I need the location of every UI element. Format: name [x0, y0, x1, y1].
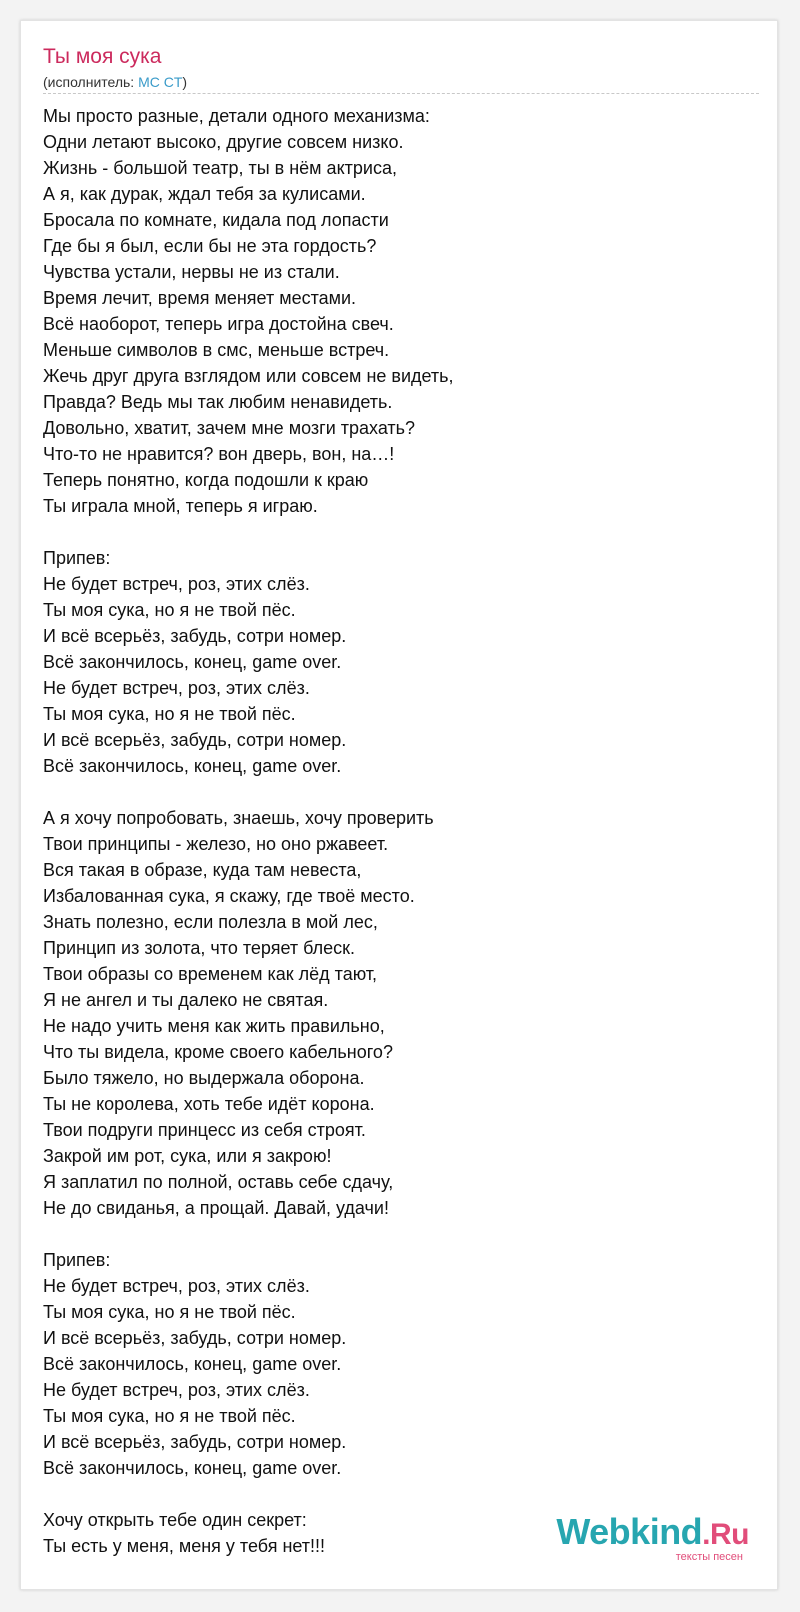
lyric-line: Не будет встреч, роз, этих слёз.	[43, 574, 310, 594]
lyric-line: И всё всерьёз, забудь, сотри номер.	[43, 1328, 347, 1348]
lyric-line: Жечь друг друга взглядом или совсем не видеть,	[43, 366, 454, 386]
lyric-line: Одни летают высоко, другие совсем низко.	[43, 132, 404, 152]
lyric-line: Всё закончилось, конец, game over.	[43, 1458, 342, 1478]
logo-tagline: тексты песен	[675, 1551, 743, 1563]
lyrics-body	[43, 103, 759, 1585]
lyric-line: Ты играла мной, теперь я играю.	[43, 496, 318, 516]
lyric-line: Не будет встреч, роз, этих слёз.	[43, 678, 310, 698]
logo-brand: Webkind	[556, 1511, 703, 1552]
lyric-line: Довольно, хватит, зачем мне мозги трахать?	[43, 418, 416, 438]
lyric-line: Что ты видела, кроме своего кабельного?	[43, 1042, 393, 1062]
lyric-line: Не будет встреч, роз, этих слёз.	[43, 1276, 310, 1296]
lyric-line: Ты моя сука, но я не твой пёс.	[43, 1406, 296, 1426]
lyric-line: Знать полезно, если полезла в мой лес,	[43, 912, 378, 932]
lyric-line: Теперь понятно, когда подошли к краю	[43, 470, 369, 490]
webkind-logo	[556, 1511, 749, 1563]
lyric-line: Было тяжело, но выдержала оборона.	[43, 1068, 365, 1088]
lyric-line: Избалованная сука, я скажу, где твоё место.	[43, 886, 415, 906]
logo-tld: .Ru	[702, 1518, 749, 1551]
artist-byline	[43, 73, 187, 91]
lyric-line: Что-то не нравится? вон дверь, вон, на…!	[43, 444, 395, 464]
artist-suffix: )	[182, 74, 188, 90]
lyric-line: А я, как дурак, ждал тебя за кулисами.	[43, 184, 366, 204]
lyrics-card	[20, 20, 778, 1590]
lyric-line: Чувства устали, нервы не из стали.	[43, 262, 340, 282]
lyric-line: Припев:	[43, 548, 111, 568]
lyric-line: Вся такая в образе, куда там невеста,	[43, 860, 362, 880]
title-divider	[43, 93, 759, 94]
lyric-line: Всё закончилось, конец, game over.	[43, 756, 342, 776]
lyric-line: Ты моя сука, но я не твой пёс.	[43, 600, 296, 620]
lyric-line: Твои образы со временем как лёд тают,	[43, 964, 378, 984]
lyric-line: А я хочу попробовать, знаешь, хочу проверить	[43, 808, 434, 828]
lyric-line: Не до свиданья, а прощай. Давай, удачи!	[43, 1198, 389, 1218]
lyric-line: Твои подруги принцесс из себя строят.	[43, 1120, 366, 1140]
lyric-line: Не надо учить меня как жить правильно,	[43, 1016, 385, 1036]
lyric-line: Не будет встреч, роз, этих слёз.	[43, 1380, 310, 1400]
lyric-line: Я заплатил по полной, оставь себе сдачу,	[43, 1172, 394, 1192]
song-title: Ты моя сука	[43, 45, 162, 68]
artist-prefix: (исполнитель:	[43, 74, 139, 90]
lyric-line: Принцип из золота, что теряет блеск.	[43, 938, 355, 958]
lyric-line: Припев:	[43, 1250, 111, 1270]
lyrics-stanza	[43, 1247, 759, 1481]
artist-link[interactable]: MC CT	[138, 74, 183, 90]
lyric-line: Время лечит, время меняет местами.	[43, 288, 357, 308]
lyric-line: Твои принципы - железо, но оно ржавеет.	[43, 834, 389, 854]
lyric-line: Всё закончилось, конец, game over.	[43, 1354, 342, 1374]
lyric-line: Ты моя сука, но я не твой пёс.	[43, 704, 296, 724]
lyric-line: Ты моя сука, но я не твой пёс.	[43, 1302, 296, 1322]
lyrics-stanza	[43, 805, 759, 1221]
lyric-line: Всё наоборот, теперь игра достойна свеч.	[43, 314, 394, 334]
lyric-line: Жизнь - большой театр, ты в нём актриса,	[43, 158, 397, 178]
lyric-line: Бросала по комнате, кидала под лопасти	[43, 210, 389, 230]
lyric-line: Ты не королева, хоть тебе идёт корона.	[43, 1094, 375, 1114]
lyric-line: Я не ангел и ты далеко не святая.	[43, 990, 329, 1010]
lyric-line: И всё всерьёз, забудь, сотри номер.	[43, 730, 347, 750]
lyric-line: Меньше символов в смс, меньше встреч.	[43, 340, 390, 360]
lyric-line: Всё закончилось, конец, game over.	[43, 652, 342, 672]
lyric-line: Мы просто разные, детали одного механизма:	[43, 106, 430, 126]
lyric-line: Закрой им рот, сука, или я закрою!	[43, 1146, 332, 1166]
lyric-line: И всё всерьёз, забудь, сотри номер.	[43, 626, 347, 646]
lyrics-stanza	[43, 103, 759, 519]
lyrics-stanza	[43, 545, 759, 779]
lyric-line: Хочу открыть тебе один секрет:	[43, 1510, 307, 1530]
lyric-line: И всё всерьёз, забудь, сотри номер.	[43, 1432, 347, 1452]
lyric-line: Ты есть у меня, меня у тебя нет!!!	[43, 1536, 326, 1556]
lyric-line: Правда? Ведь мы так любим ненавидеть.	[43, 392, 393, 412]
lyric-line: Где бы я был, если бы не эта гордость?	[43, 236, 377, 256]
